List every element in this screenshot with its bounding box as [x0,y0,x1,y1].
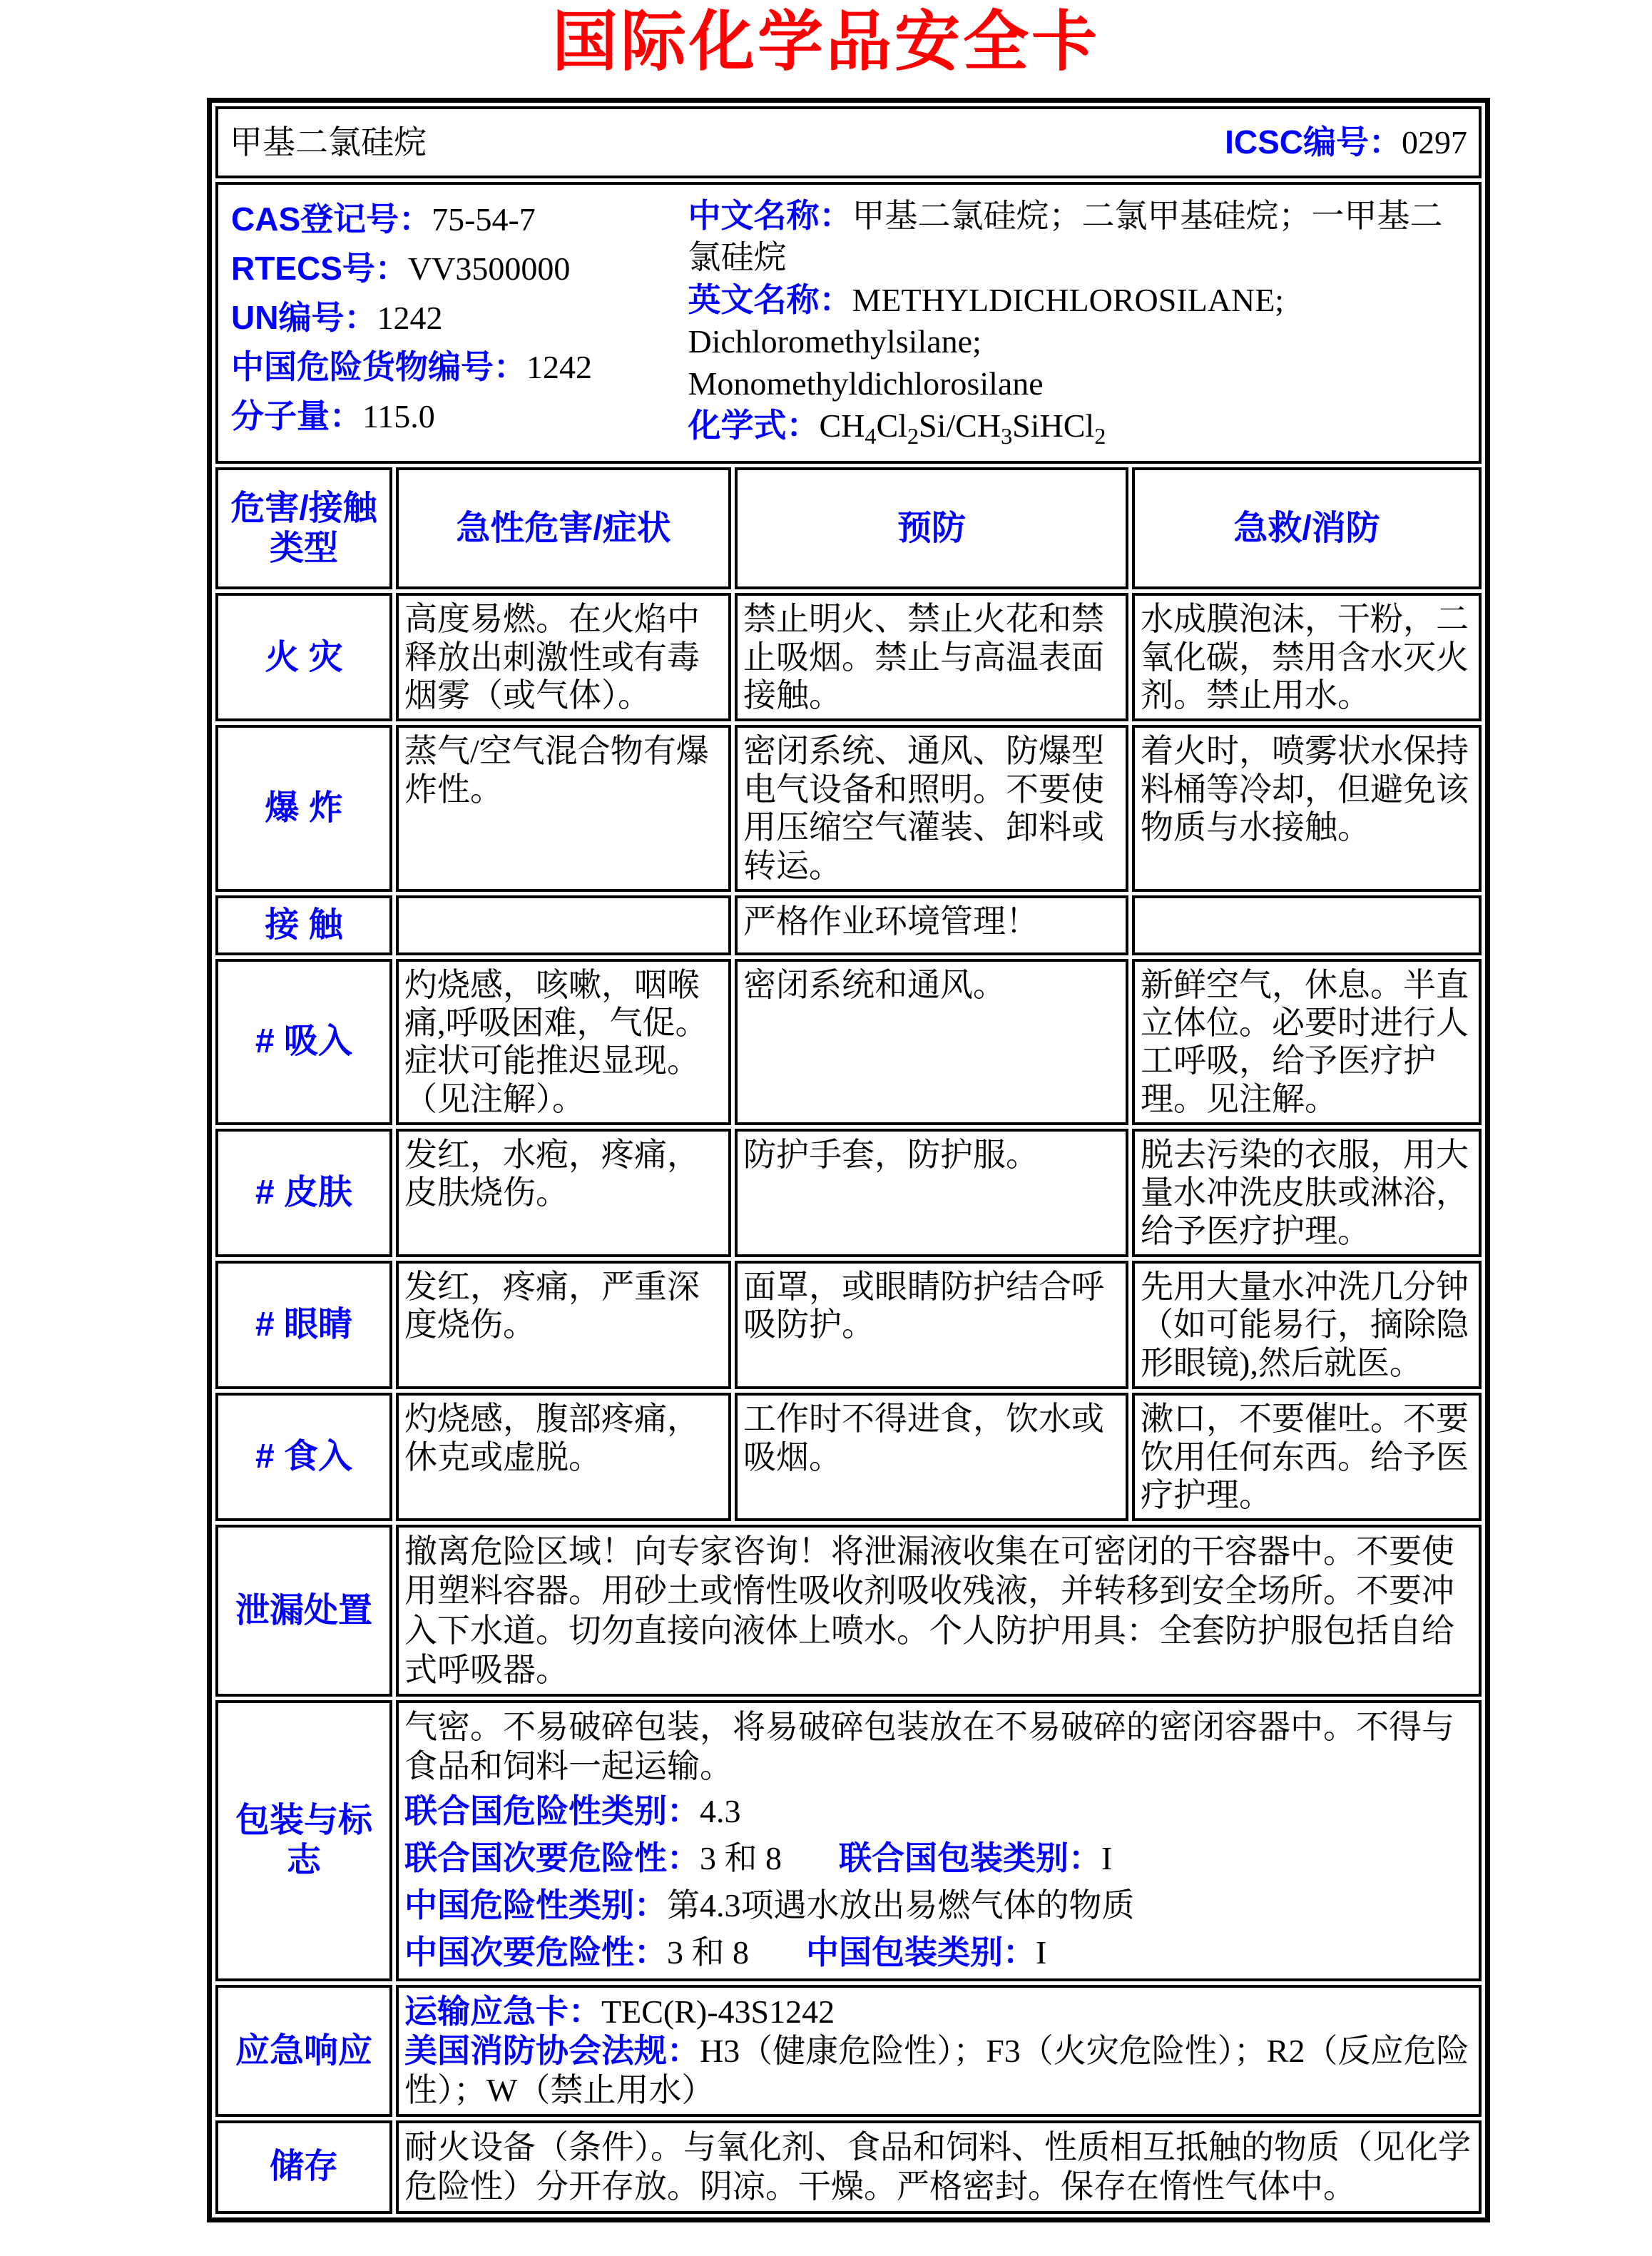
china-subsidiary-risk-value: 3 和 8 [667,1934,749,1971]
identifiers-cell [215,182,1482,464]
chinese-name-label: 中文名称： [688,196,852,234]
header-first-aid: 急救/消防 [1132,467,1482,589]
un-packing-group-value: I [1101,1840,1113,1877]
chinese-name-line [688,195,1466,279]
icsc-number-label: ICSC编号： [1225,123,1402,161]
packaging-intro: 气密。不易破碎包装，将易破碎包装放在不易破碎的密闭容器中。不得与食品和饲料一起运输。 [404,1709,1454,1785]
un-packing-group-label: 联合国包装类别： [839,1839,1101,1877]
identifiers-left-column [231,195,688,451]
inhalation-response: 新鲜空气，休息。半直立体位。必要时进行人工呼吸，给予医疗护理。见注解。 [1132,959,1482,1125]
hazard-type-fire: 火 灾 [215,593,392,721]
hazard-row-ingestion [215,1393,1482,1521]
exposure-symptoms [396,895,731,955]
exposure-prevention: 严格作业环境管理！ [735,895,1128,955]
header-prevention: 预防 [735,467,1128,589]
china-dg-number-line [231,342,688,392]
un-number-line [231,293,688,342]
china-packing-group-label: 中国包装类别： [806,1933,1036,1971]
card-header-cell [215,106,1482,178]
icsc-number-value: 0297 [1402,123,1468,161]
hazard-type-eyes: # 眼睛 [215,1261,392,1389]
storage-row [215,2120,1482,2213]
card-header-row [215,106,1482,178]
cas-number-value: 75-54-7 [432,200,536,238]
explosion-prevention: 密闭系统、通风、防爆型电气设备和照明。不要使用压缩空气灌装、卸料或转运。 [735,725,1128,891]
chemical-formula-label: 化学式： [688,406,820,444]
china-hazard-class-line [404,1884,1473,1927]
emergency-response-cell [396,1985,1482,2118]
english-name-label: 英文名称： [688,280,852,318]
un-number-value: 1242 [377,299,443,336]
un-hazard-class-line [404,1790,1473,1833]
un-subsidiary-risk-value: 3 和 8 [700,1840,782,1877]
hazard-type-ingestion: # 食入 [215,1393,392,1521]
english-name-value-2: Dichloromethylsilane; [688,323,981,360]
inhalation-symptoms: 灼烧感，咳嗽，咽喉痛,呼吸困难，气促。症状可能推迟显现。（见注解）。 [396,959,731,1125]
skin-symptoms: 发红，水疱，疼痛，皮肤烧伤。 [396,1129,731,1257]
china-packing-group-value: I [1036,1934,1047,1971]
china-hazard-class-value: 第4.3项遇水放出易燃气体的物质 [667,1886,1135,1924]
hazard-row-exposure [215,895,1482,955]
un-subsidiary-line [404,1837,1473,1880]
eyes-prevention: 面罩，或眼睛防护结合呼吸防护。 [735,1261,1128,1389]
hazard-type-skin: # 皮肤 [215,1129,392,1257]
chinese-name-value: 甲基二氯硅烷；二氯甲基硅烷；一甲基二氯硅烷 [688,197,1443,276]
cas-number-line [231,195,688,244]
fire-response: 水成膜泡沫，干粉，二氧化碳，禁用含水灭火剂。禁止用水。 [1132,593,1482,721]
eyes-symptoms: 发红，疼痛，严重深度烧伤。 [396,1261,731,1389]
hazard-type-exposure: 接 触 [215,895,392,955]
molecular-weight-label: 分子量： [231,397,362,435]
transport-emergency-card-line [404,1992,1473,2031]
rtecs-number-value: VV3500000 [407,250,571,287]
formula-line [688,405,1466,451]
nfpa-code-label: 美国消防协会法规： [404,2031,700,2069]
english-name-line [688,279,1466,321]
transport-emergency-card-value: TEC(R)-43S1242 [601,1993,835,2030]
un-hazard-class-value: 4.3 [700,1793,741,1830]
transport-emergency-card-label: 运输应急卡： [404,1992,601,2030]
ingestion-prevention: 工作时不得进食，饮水或吸烟。 [735,1393,1128,1521]
emergency-response-row [215,1985,1482,2118]
china-hazard-class-label: 中国危险性类别： [404,1886,667,1924]
china-dg-number-value: 1242 [526,348,592,385]
header-acute-symptoms: 急性危害/症状 [396,467,731,589]
nfpa-code-value: H3（健康危险性）；F3（火灾危险性）；R2（反应危险性）；W（禁止用水） [404,2032,1469,2108]
storage-cell [396,2120,1482,2213]
nfpa-code-line [404,2031,1473,2110]
icsc-card-table [207,98,1490,2222]
china-subsidiary-line [404,1931,1473,1974]
fire-prevention: 禁止明火、禁止火花和禁止吸烟。禁止与高温表面接触。 [735,593,1128,721]
exposure-response [1132,895,1482,955]
icsc-number-group [1225,123,1467,161]
hazard-row-eyes [215,1261,1482,1389]
packaging-labelling-cell [396,1700,1482,1981]
hazard-row-fire [215,593,1482,721]
english-name-value-1: METHYLDICHLOROSILANE; [852,281,1285,318]
molecular-weight-line [231,392,688,441]
rtecs-number-label: RTECS号： [231,249,408,287]
china-dg-number-label: 中国危险货物编号： [231,347,526,385]
hazard-type-explosion: 爆 炸 [215,725,392,891]
un-hazard-class-label: 联合国危险性类别： [404,1792,700,1830]
skin-prevention: 防护手套，防护服。 [735,1129,1128,1257]
explosion-response: 着火时，喷雾状水保持料桶等冷却，但避免该物质与水接触。 [1132,725,1482,891]
fire-symptoms: 高度易燃。在火焰中释放出刺激性或有毒烟雾（或气体）。 [396,593,731,721]
ingestion-response: 漱口，不要催吐。不要饮用任何东西。给予医疗护理。 [1132,1393,1482,1521]
rtecs-number-line [231,244,688,293]
page-title: 国际化学品安全卡 [551,3,1100,80]
un-subsidiary-risk-label: 联合国次要危险性： [404,1839,700,1877]
molecular-weight-value: 115.0 [362,397,435,435]
skin-response: 脱去污染的衣服，用大量水冲洗皮肤或淋浴，给予医疗护理。 [1132,1129,1482,1257]
hazard-type-inhalation: # 吸入 [215,959,392,1125]
header-hazard-type: 危害/接触类型 [215,467,392,589]
storage-title: 储存 [215,2120,392,2213]
identifiers-row [215,182,1482,464]
substance-name: 甲基二氯硅烷 [230,123,427,161]
english-name-value-3: Monomethyldichlorosilane [688,365,1044,402]
chemical-formula-value: $CH_4Cl_2Si/CH_3SiHCl_2$ [819,407,1106,449]
hazard-row-inhalation [215,959,1482,1125]
hazard-header-row [215,467,1482,589]
hazard-row-explosion [215,725,1482,891]
spill-disposal-title: 泄漏处置 [215,1525,392,1697]
spill-disposal-paragraph: 撤离危险区域！向专家咨询！将泄漏液收集在可密闭的干容器中。不要使用塑料容器。用砂土或惰性吸收剂吸收残液，并转移到安全场所。不要冲入下水道。切勿直接向液体上喷水。个人防护用具：全套防护服包括自给式呼吸器。 [404,1533,1454,1688]
spill-disposal-row [215,1525,1482,1697]
inhalation-prevention: 密闭系统和通风。 [735,959,1128,1125]
hazard-row-skin [215,1129,1482,1257]
china-subsidiary-risk-label: 中国次要危险性： [404,1933,667,1971]
storage-paragraph: 耐火设备（条件）。与氧化剂、食品和饲料、性质相互抵触的物质（见化学危险性）分开存放。阴凉。干燥。严格密封。保存在惰性气体中。 [404,2129,1471,2205]
cas-number-label: CAS登记号： [231,200,432,238]
un-number-label: UN编号： [231,298,377,336]
eyes-response: 先用大量水冲洗几分钟（如可能易行，摘除隐形眼镜),然后就医。 [1132,1261,1482,1389]
ingestion-symptoms: 灼烧感，腹部疼痛，休克或虚脱。 [396,1393,731,1521]
explosion-symptoms: 蒸气/空气混合物有爆炸性。 [396,725,731,891]
identifiers-right-column [688,195,1466,451]
emergency-response-title: 应急响应 [215,1985,392,2118]
packaging-labelling-row [215,1700,1482,1981]
spill-disposal-text [396,1525,1482,1697]
packaging-labelling-title: 包装与标志 [215,1700,392,1981]
